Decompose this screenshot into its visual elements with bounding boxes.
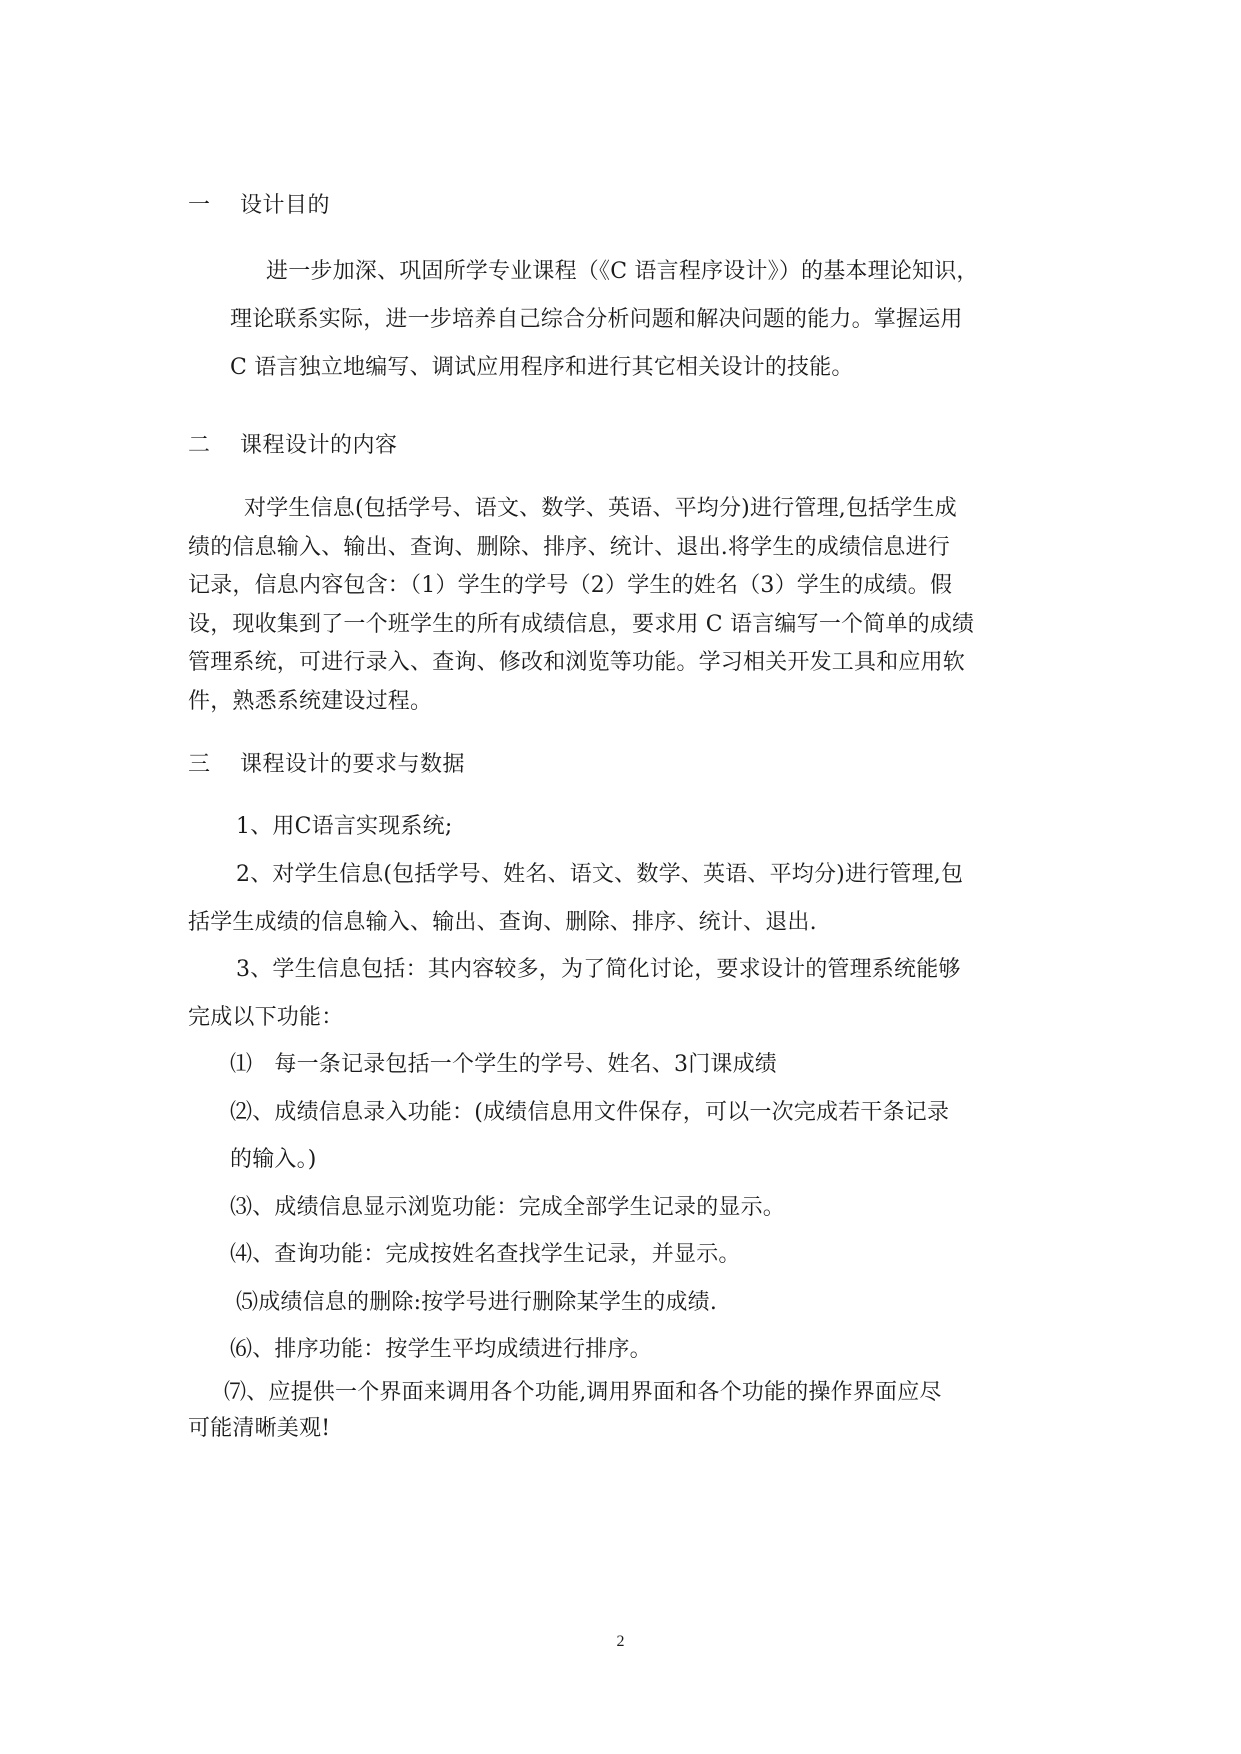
section-2-line-2: 绩的信息输入、输出、查询、删除、排序、统计、退出.将学生的成绩信息进行	[188, 535, 950, 560]
section-1-heading	[188, 188, 330, 219]
section-3-line-11: ⑸成绩信息的删除:按学号进行删除某学生的成绩.	[236, 1290, 718, 1315]
section-3-number: 三	[188, 752, 211, 777]
section-2-line-5: 管理系统，可进行录入、查询、修改和浏览等功能。学习相关开发工具和应用软	[188, 650, 966, 675]
section-3-line-5: 完成以下功能：	[188, 1005, 344, 1030]
section-2-line-1: 对学生信息(包括学号、语文、数学、英语、平均分)进行管理,包括学生成	[244, 496, 957, 521]
section-3-line-14: 可能清晰美观!	[188, 1416, 331, 1441]
section-2-line-4: 设，现收集到了一个班学生的所有成绩信息，要求用 C 语言编写一个简单的成绩	[188, 612, 975, 637]
section-1-title: 设计目的	[240, 193, 331, 218]
section-2-line-3: 记录，信息内容包含：（1）学生的学号（2）学生的姓名（3）学生的成绩。假	[188, 573, 953, 598]
section-1-line-2: 理论联系实际，进一步培养自己综合分析问题和解决问题的能力。掌握运用	[230, 307, 963, 332]
section-2-title: 课程设计的内容	[240, 433, 398, 458]
section-1-line-1: 进一步加深、巩固所学专业课程（《C 语言程序设计》）的基本理论知识，	[266, 259, 979, 284]
section-3-title: 课程设计的要求与数据	[240, 752, 466, 777]
section-2-heading	[188, 428, 398, 459]
section-3-line-3: 括学生成绩的信息输入、输出、查询、删除、排序、统计、退出.	[188, 910, 817, 935]
section-3-line-6: ⑴ 每一条记录包括一个学生的学号、姓名、3门课成绩	[230, 1052, 777, 1077]
section-3-heading	[188, 747, 465, 778]
section-2-number: 二	[188, 433, 211, 458]
section-3-line-8: 的输入。)	[230, 1147, 317, 1172]
page-number: 2	[616, 1633, 625, 1650]
section-1-line-3: C 语言独立地编写、调试应用程序和进行其它相关设计的技能。	[230, 355, 854, 380]
section-3-line-10: ⑷、查询功能：完成按姓名查找学生记录，并显示。	[230, 1242, 741, 1267]
section-3-line-1: 1、用C语言实现系统;	[236, 814, 453, 839]
section-1-number: 一	[188, 193, 211, 218]
section-3-line-9: ⑶、成绩信息显示浏览功能：完成全部学生记录的显示。	[230, 1195, 786, 1220]
section-3-line-4: 3、学生信息包括：其内容较多，为了简化讨论，要求设计的管理系统能够	[236, 957, 961, 982]
section-3-line-13: ⑺、应提供一个界面来调用各个功能,调用界面和各个功能的操作界面应尽	[224, 1380, 942, 1405]
section-3-line-7: ⑵、成绩信息录入功能：(成绩信息用文件保存，可以一次完成若干条记录	[230, 1100, 950, 1125]
section-2-line-6: 件，熟悉系统建设过程。	[188, 689, 433, 714]
section-3-line-12: ⑹、排序功能：按学生平均成绩进行排序。	[230, 1337, 652, 1362]
section-3-line-2: 2、对学生信息(包括学号、姓名、语文、数学、英语、平均分)进行管理,包	[236, 862, 964, 887]
